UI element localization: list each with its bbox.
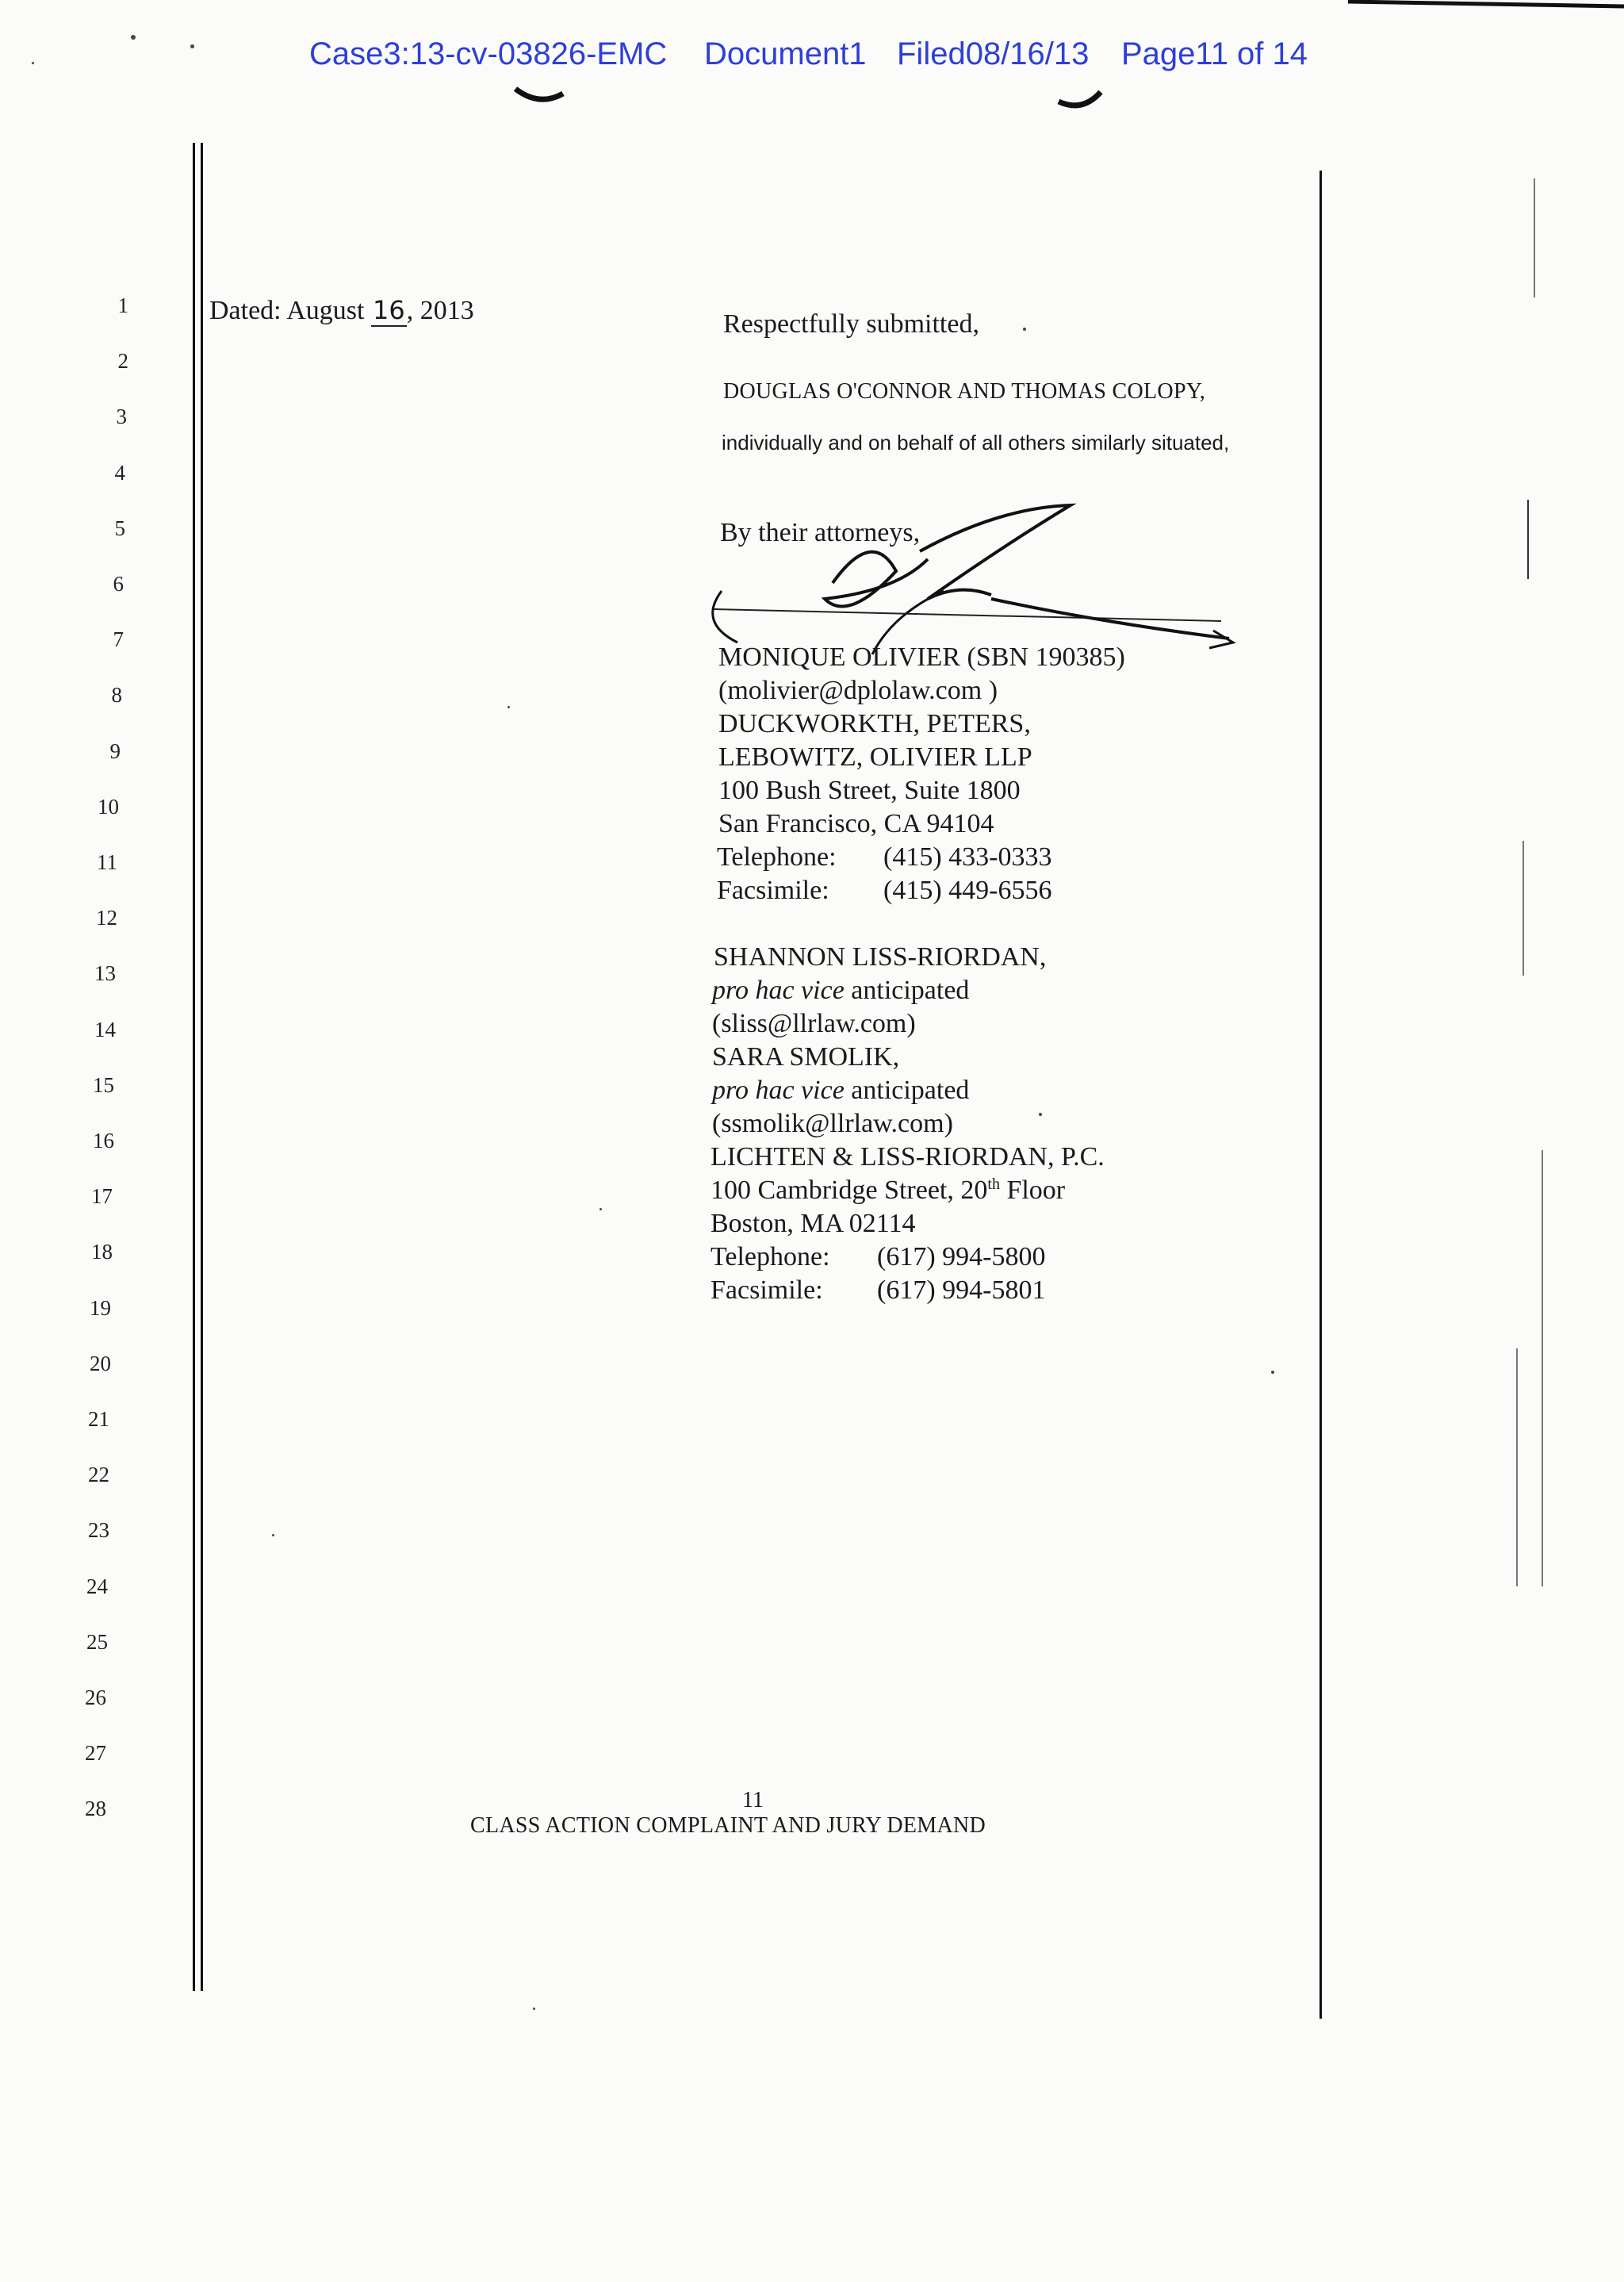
footer-title: CLASS ACTION COMPLAINT AND JURY DEMAND — [470, 1813, 986, 1838]
dated-prefix: Dated: August — [209, 296, 371, 325]
line-number: 21 — [88, 1407, 109, 1431]
scan-speck — [508, 706, 510, 708]
counsel-1-name: MONIQUE OLIVIER (SBN 190385) — [718, 642, 1125, 672]
line-number: 25 — [86, 1629, 108, 1654]
counsel-2-email-1: (sliss@llrlaw.com) — [712, 1009, 916, 1038]
line-number: 22 — [88, 1463, 109, 1487]
line-number: 10 — [98, 794, 119, 819]
counsel-2-street: 100 Cambridge Street, 20th Floor — [710, 1176, 1066, 1205]
counsel-2-firm: LICHTEN & LISS-RIORDAN, P.C. — [710, 1142, 1105, 1172]
plaintiff-names: DOUGLAS O'CONNOR AND THOMAS COLOPY, — [723, 379, 1206, 404]
counsel-2-facsimile: Facsimile: (617) 994-5801 — [710, 1275, 1046, 1305]
scan-speck — [272, 1534, 274, 1536]
scan-speck — [533, 2008, 535, 2010]
right-margin-line — [1320, 171, 1322, 2019]
line-number: 9 — [109, 738, 121, 763]
counsel-1-facsimile: Facsimile: (415) 449-6556 — [717, 876, 1052, 905]
scan-speck — [131, 35, 136, 40]
line-number: 23 — [88, 1518, 109, 1543]
counsel-1-email: (molivier@dplolaw.com ) — [718, 676, 998, 705]
right-margin-scan-mark — [1527, 500, 1529, 579]
line-number: 3 — [116, 405, 127, 429]
dated-line — [209, 295, 474, 327]
line-number: 26 — [85, 1686, 106, 1709]
line-number: 5 — [114, 516, 125, 540]
dated-suffix: , 2013 — [406, 296, 474, 325]
counsel-2-pro-hac-vice-2: pro hac vice anticipated — [712, 1076, 970, 1105]
line-number: 2 — [117, 349, 128, 374]
counsel-2-city: Boston, MA 02114 — [710, 1209, 916, 1238]
dated-day: 16 — [372, 295, 405, 325]
binding-marks — [0, 0, 1624, 159]
scan-speck — [1039, 1113, 1042, 1116]
counsel-1-telephone: Telephone: (415) 433-0333 — [717, 842, 1052, 872]
counsel-1-street: 100 Bush Street, Suite 1800 — [718, 776, 1021, 805]
counsel-1-firm-line-2: LEBOWITZ, OLIVIER LLP — [718, 742, 1032, 772]
left-margin-line-inner — [201, 143, 203, 1991]
counsel-1-city: San Francisco, CA 94104 — [718, 809, 994, 838]
right-margin-scan-mark — [1542, 1150, 1543, 1586]
line-number: 18 — [91, 1240, 113, 1264]
line-number: 1 — [117, 293, 128, 317]
line-number: 27 — [85, 1741, 106, 1766]
line-number: 19 — [90, 1295, 111, 1320]
line-number: 13 — [94, 961, 116, 986]
right-margin-scan-mark — [1534, 178, 1535, 297]
line-number: 12 — [96, 906, 117, 930]
line-number: 28 — [85, 1797, 106, 1821]
counsel-2-pro-hac-vice-1: pro hac vice anticipated — [712, 976, 970, 1005]
line-number: 7 — [113, 627, 124, 652]
line-number: 14 — [94, 1017, 116, 1041]
line-number: 16 — [93, 1129, 114, 1153]
counsel-2-telephone: Telephone: (617) 994-5800 — [710, 1242, 1046, 1271]
scan-speck — [1023, 328, 1026, 331]
attorney-signature — [690, 496, 1245, 662]
left-margin-line-outer — [193, 143, 195, 1991]
line-number: 15 — [93, 1072, 114, 1097]
right-margin-scan-mark — [1522, 841, 1524, 976]
scan-speck — [32, 62, 34, 64]
by-their-attorneys: By their attorneys, — [720, 518, 921, 547]
line-number: 4 — [114, 460, 125, 485]
filed-date: Filed08/16/13 — [897, 36, 1090, 71]
counsel-2-email-2: (ssmolik@llrlaw.com) — [712, 1109, 953, 1138]
footer-page-number: 11 — [742, 1788, 764, 1812]
document-number: Document1 — [704, 36, 867, 71]
counsel-2-name-1: SHANNON LISS-RIORDAN, — [714, 942, 1047, 972]
right-margin-scan-mark — [1516, 1348, 1518, 1586]
page-count: Page11 of 14 — [1121, 36, 1308, 71]
scan-speck — [1271, 1371, 1274, 1374]
scan-speck — [599, 1208, 602, 1210]
line-number: 8 — [111, 683, 122, 708]
line-number: 11 — [97, 850, 117, 874]
case-number: Case3:13-cv-03826-EMC — [309, 36, 668, 71]
line-number: 6 — [113, 572, 124, 596]
scan-speck — [190, 44, 194, 48]
line-number: 17 — [91, 1184, 113, 1209]
line-number: 24 — [86, 1574, 108, 1598]
counsel-1-firm-line-1: DUCKWORKTH, PETERS, — [718, 709, 1031, 738]
plaintiff-capacity: individually and on behalf of all others similarly situated, — [722, 431, 1230, 454]
counsel-2-name-2: SARA SMOLIK, — [712, 1042, 900, 1072]
line-number: 20 — [90, 1351, 111, 1375]
respectfully-submitted: Respectfully submitted, — [723, 309, 979, 339]
